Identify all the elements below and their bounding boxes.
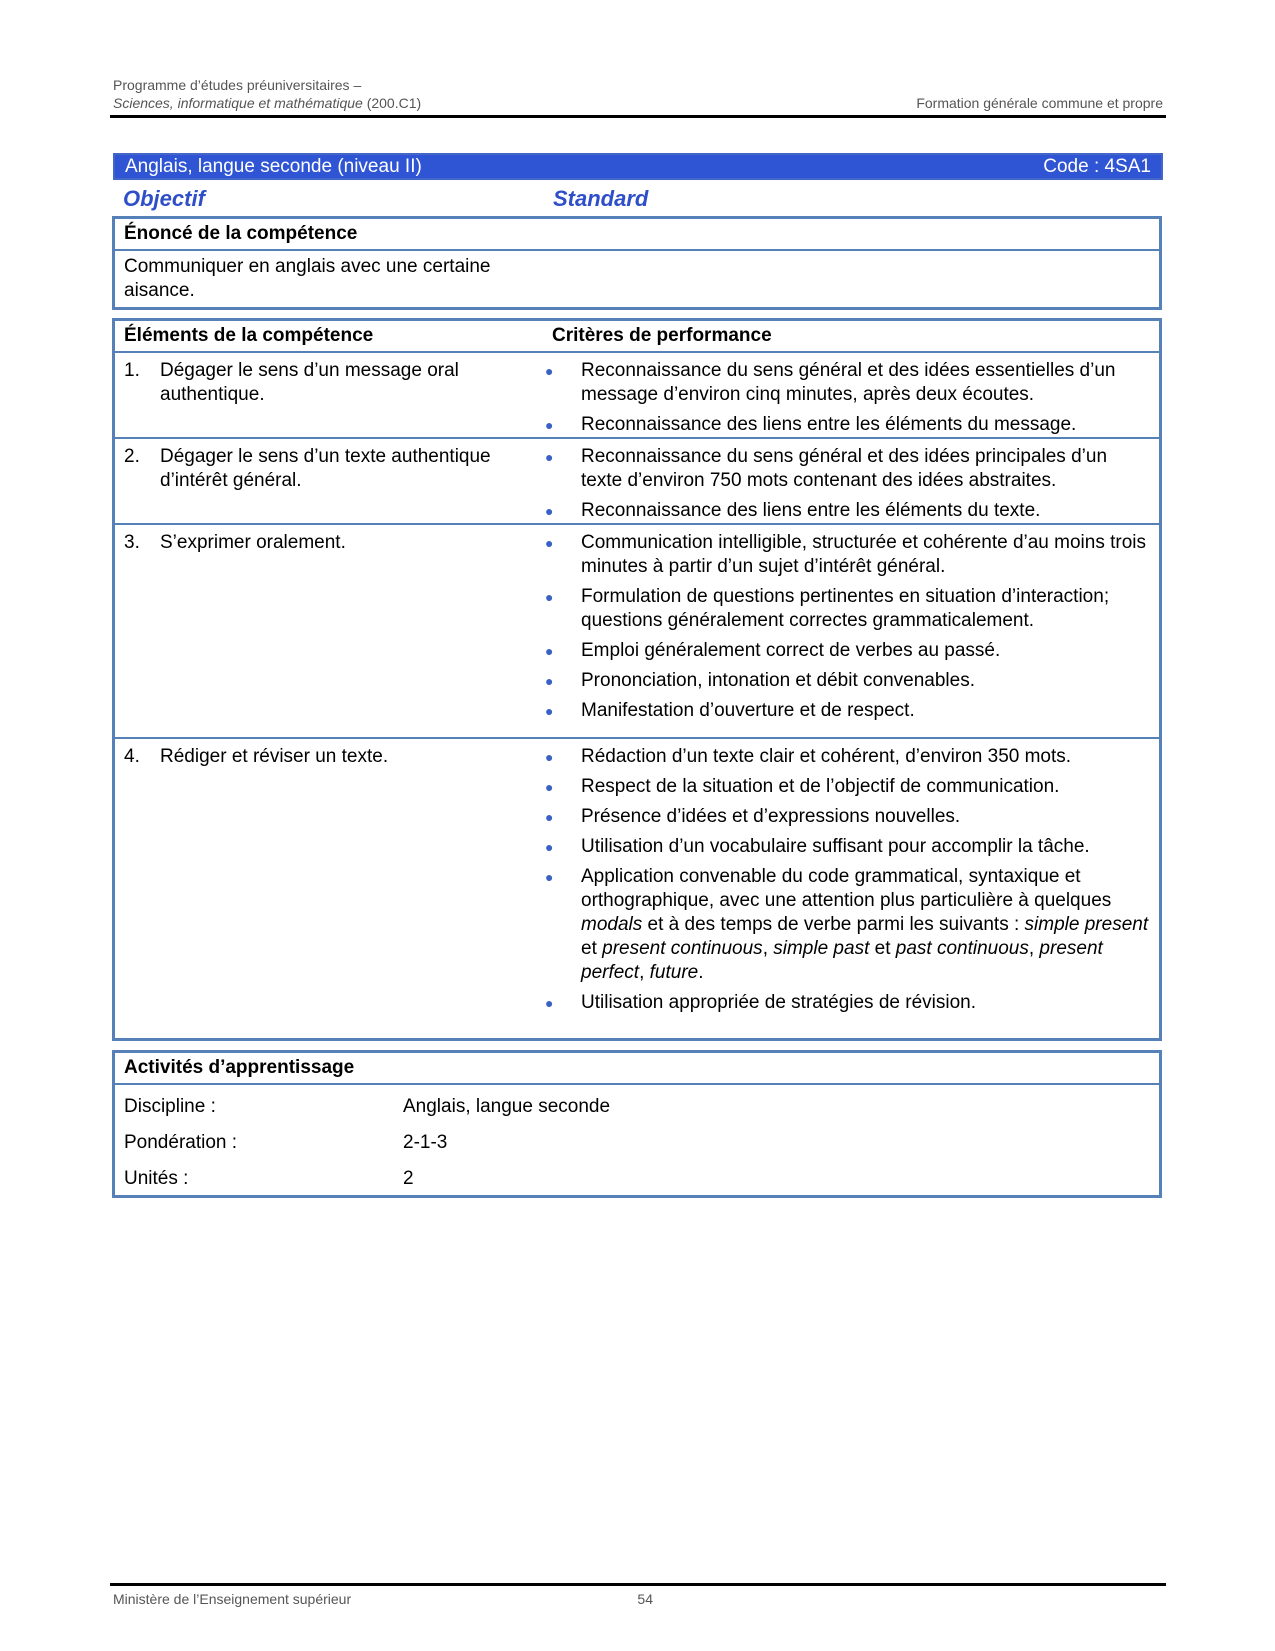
page-number: 54 bbox=[637, 1591, 653, 1607]
elements-rows bbox=[115, 353, 1159, 1013]
element-text: Dégager le sens d’un texte authentique d’intérêt général. bbox=[160, 446, 491, 491]
bullet-dot-icon: ● bbox=[545, 643, 554, 659]
italic-term: present continuous bbox=[602, 938, 763, 959]
italic-term: future bbox=[649, 962, 699, 983]
criteria-cell bbox=[543, 439, 1159, 523]
bullet-dot-icon: ● bbox=[545, 869, 554, 885]
italic-term: past continuous bbox=[895, 938, 1029, 959]
criterion-text: Reconnaissance des liens entre les éléments du message. bbox=[581, 414, 1077, 435]
activites-list bbox=[115, 1085, 1159, 1197]
list-item bbox=[543, 991, 1151, 1015]
criteres-column-header: Critères de performance bbox=[552, 325, 772, 346]
element-cell bbox=[115, 353, 543, 437]
bullet-dot-icon: ● bbox=[545, 995, 554, 1011]
italic-term: present perfect bbox=[581, 938, 1103, 983]
list-item bbox=[543, 359, 1151, 407]
enonce-text: Communiquer en anglais avec une certaine aisance. bbox=[124, 256, 491, 301]
criterion-text-part: . bbox=[698, 962, 704, 983]
page-header bbox=[113, 76, 1163, 112]
criteria-cell bbox=[543, 739, 1159, 1013]
activites-item-ponderation bbox=[115, 1125, 1159, 1161]
criterion-text: Rédaction d’un texte clair et cohérent, d’environ 350 mots. bbox=[581, 746, 1072, 767]
unites-value: 2 bbox=[403, 1168, 414, 1189]
table-row bbox=[115, 439, 1159, 525]
criterion-text: Prononciation, intonation et débit convenables. bbox=[581, 670, 975, 691]
criterion-text-part: et à des temps de verbe parmi les suivants : bbox=[642, 914, 1025, 935]
bullet-dot-icon: ● bbox=[545, 809, 554, 825]
elements-column-header: Éléments de la compétence bbox=[124, 325, 374, 346]
italic-term: simple past bbox=[773, 938, 870, 959]
bullet-dot-icon: ● bbox=[545, 503, 554, 519]
element-number: 1. bbox=[124, 360, 140, 381]
criterion-text-part: Application convenable du code grammatical, syntaxique et orthographique, avec une attention plus particulière à quelques bbox=[581, 866, 1112, 911]
list-item bbox=[543, 585, 1151, 633]
element-number: 2. bbox=[124, 446, 140, 467]
element-text: Rédiger et réviser un texte. bbox=[160, 746, 389, 767]
course-title-bar bbox=[113, 153, 1163, 180]
ministry-name: Ministère de l’Enseignement supérieur bbox=[113, 1591, 352, 1607]
element-number: 4. bbox=[124, 746, 140, 767]
criterion-text: Utilisation appropriée de stratégies de révision. bbox=[581, 992, 976, 1013]
element-cell bbox=[115, 439, 543, 523]
program-code: (200.C1) bbox=[362, 95, 422, 111]
bullet-dot-icon: ● bbox=[545, 703, 554, 719]
list-item bbox=[543, 445, 1151, 493]
criterion-text bbox=[581, 865, 1151, 985]
list-item bbox=[543, 499, 1151, 523]
criterion-text: Manifestation d’ouverture et de respect. bbox=[581, 700, 915, 721]
discipline-value: Anglais, langue seconde bbox=[403, 1096, 611, 1117]
activites-header: Activités d’apprentissage bbox=[115, 1053, 1159, 1085]
criteria-cell bbox=[543, 353, 1159, 437]
criterion-text: Formulation de questions pertinentes en situation d’interaction; questions généralement correctes grammaticalement. bbox=[581, 586, 1110, 631]
program-title: Programme d’études préuniversitaires – bbox=[113, 77, 362, 93]
activites-item-unites bbox=[115, 1161, 1159, 1197]
criterion-text-part: et bbox=[869, 938, 896, 959]
enonce-header: Énoncé de la compétence bbox=[115, 219, 1159, 251]
list-item bbox=[543, 413, 1151, 437]
bullet-dot-icon: ● bbox=[545, 449, 554, 465]
criterion-text: Reconnaissance du sens général et des idées essentielles d’un message d’environ cinq minutes, après deux écoutes. bbox=[581, 360, 1116, 405]
list-item bbox=[543, 699, 1151, 723]
formation-type: Formation générale commune et propre bbox=[916, 95, 1163, 111]
bullet-dot-icon: ● bbox=[545, 417, 554, 433]
criterion-text: Communication intelligible, structurée et cohérente d’au moins trois minutes à partir d’un sujet d’intérêt général. bbox=[581, 532, 1146, 577]
list-item bbox=[543, 639, 1151, 663]
list-item bbox=[543, 669, 1151, 693]
unites-label: Unités : bbox=[124, 1168, 189, 1189]
objectif-label: Objectif bbox=[123, 186, 205, 211]
ponderation-label: Pondération : bbox=[124, 1132, 238, 1153]
bullet-dot-icon: ● bbox=[545, 839, 554, 855]
criterion-text-part: , bbox=[639, 962, 650, 983]
criterion-text: Reconnaissance du sens général et des idées principales d’un texte d’environ 750 mots contenant des idées abstraites. bbox=[581, 446, 1108, 491]
bullet-dot-icon: ● bbox=[545, 673, 554, 689]
list-item bbox=[543, 745, 1151, 769]
discipline-label: Discipline : bbox=[124, 1096, 216, 1117]
table-row bbox=[115, 739, 1159, 1013]
bullet-dot-icon: ● bbox=[545, 535, 554, 551]
element-number: 3. bbox=[124, 532, 140, 553]
element-text: S’exprimer oralement. bbox=[160, 532, 346, 553]
program-name: Sciences, informatique et mathématique bbox=[113, 95, 363, 111]
criteria-cell bbox=[543, 525, 1159, 737]
bullet-dot-icon: ● bbox=[545, 363, 554, 379]
table-row bbox=[115, 353, 1159, 439]
criterion-text-part: , bbox=[1028, 938, 1040, 959]
bullet-dot-icon: ● bbox=[545, 779, 554, 795]
bullet-dot-icon: ● bbox=[545, 749, 554, 765]
course-title: Anglais, langue seconde (niveau II) bbox=[125, 155, 422, 177]
criterion-text-part: et bbox=[581, 938, 603, 959]
standard-label: Standard bbox=[553, 186, 649, 211]
header-divider bbox=[110, 115, 1166, 118]
criterion-text: Respect de la situation et de l’objectif de communication. bbox=[581, 776, 1060, 797]
course-code: Code : 4SA1 bbox=[1043, 155, 1151, 177]
criterion-text-part: , bbox=[762, 938, 774, 959]
criterion-text: Présence d’idées et d’expressions nouvelles. bbox=[581, 806, 961, 827]
activites-box bbox=[112, 1050, 1162, 1198]
activites-item-discipline bbox=[115, 1089, 1159, 1125]
list-item bbox=[543, 865, 1151, 985]
ponderation-value: 2-1-3 bbox=[403, 1132, 448, 1153]
elements-table bbox=[112, 318, 1162, 1041]
page-footer bbox=[113, 1591, 653, 1607]
element-cell bbox=[115, 739, 543, 1007]
bullet-dot-icon: ● bbox=[545, 589, 554, 605]
program-subtitle bbox=[113, 94, 421, 112]
section-labels bbox=[113, 184, 1163, 214]
table-row bbox=[115, 525, 1159, 739]
element-cell bbox=[115, 525, 543, 737]
enonce-box bbox=[112, 216, 1162, 310]
italic-term: modals bbox=[581, 914, 643, 935]
list-item bbox=[543, 531, 1151, 579]
footer-divider bbox=[110, 1583, 1166, 1586]
list-item bbox=[543, 805, 1151, 829]
criterion-text: Reconnaissance des liens entre les éléments du texte. bbox=[581, 500, 1041, 521]
list-item bbox=[543, 835, 1151, 859]
criterion-text: Emploi généralement correct de verbes au passé. bbox=[581, 640, 1001, 661]
element-text: Dégager le sens d’un message oral authentique. bbox=[160, 360, 459, 405]
list-item bbox=[543, 775, 1151, 799]
italic-term: simple present bbox=[1024, 914, 1149, 935]
elements-table-header bbox=[115, 321, 1159, 353]
criterion-text: Utilisation d’un vocabulaire suffisant pour accomplir la tâche. bbox=[581, 836, 1090, 857]
